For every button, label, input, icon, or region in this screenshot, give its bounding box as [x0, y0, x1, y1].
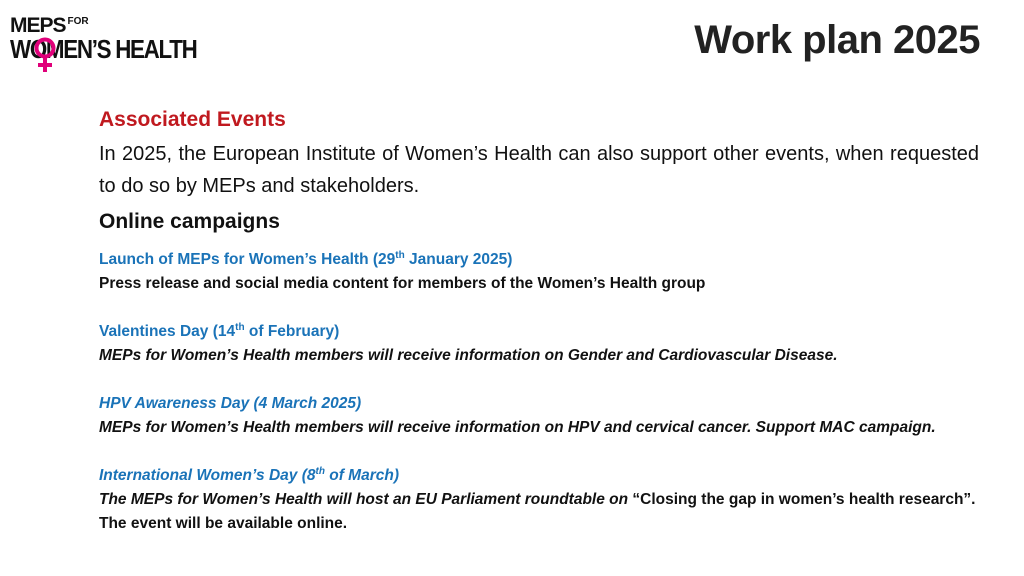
content — [99, 106, 979, 536]
page-title: Work plan 2025 — [694, 18, 980, 62]
event-description: MEPs for Women’s Health members will receive information on Gender and Cardiovascular Disease. — [99, 347, 838, 364]
associated-events-text: In 2025, the European Institute of Women’s Health can also support other events, when requested to do so by MEPs and stakeholders. — [99, 143, 979, 197]
event-item — [99, 392, 979, 440]
event-item — [99, 248, 979, 296]
event-description: The MEPs for Women’s Health will host an EU Parliament roundtable on “Closing the gap in women’s health research”. The event will be available online. — [99, 491, 976, 532]
event-item — [99, 320, 979, 368]
meps-logo — [10, 14, 220, 74]
event-title: Launch of MEPs for Women’s Health (29th January 2025) — [99, 249, 513, 268]
event-item — [99, 464, 979, 536]
logo-line2: WOMEN’S HEALTH — [10, 34, 197, 64]
online-campaigns-heading: Online campaigns — [99, 210, 280, 233]
event-description: MEPs for Women’s Health members will receive information on HPV and cervical cancer. Support MAC campaign. — [99, 419, 936, 436]
venus-symbol-icon — [33, 36, 57, 88]
event-title: International Women’s Day (8th of March) — [99, 465, 399, 484]
event-title: Valentines Day (14th of February) — [99, 321, 340, 340]
event-description: Press release and social media content for members of the Women’s Health group — [99, 275, 706, 292]
associated-events-heading: Associated Events — [99, 108, 286, 131]
logo-line1: MEPS FOR — [10, 14, 89, 37]
event-title: HPV Awareness Day (4 March 2025) — [99, 395, 362, 412]
